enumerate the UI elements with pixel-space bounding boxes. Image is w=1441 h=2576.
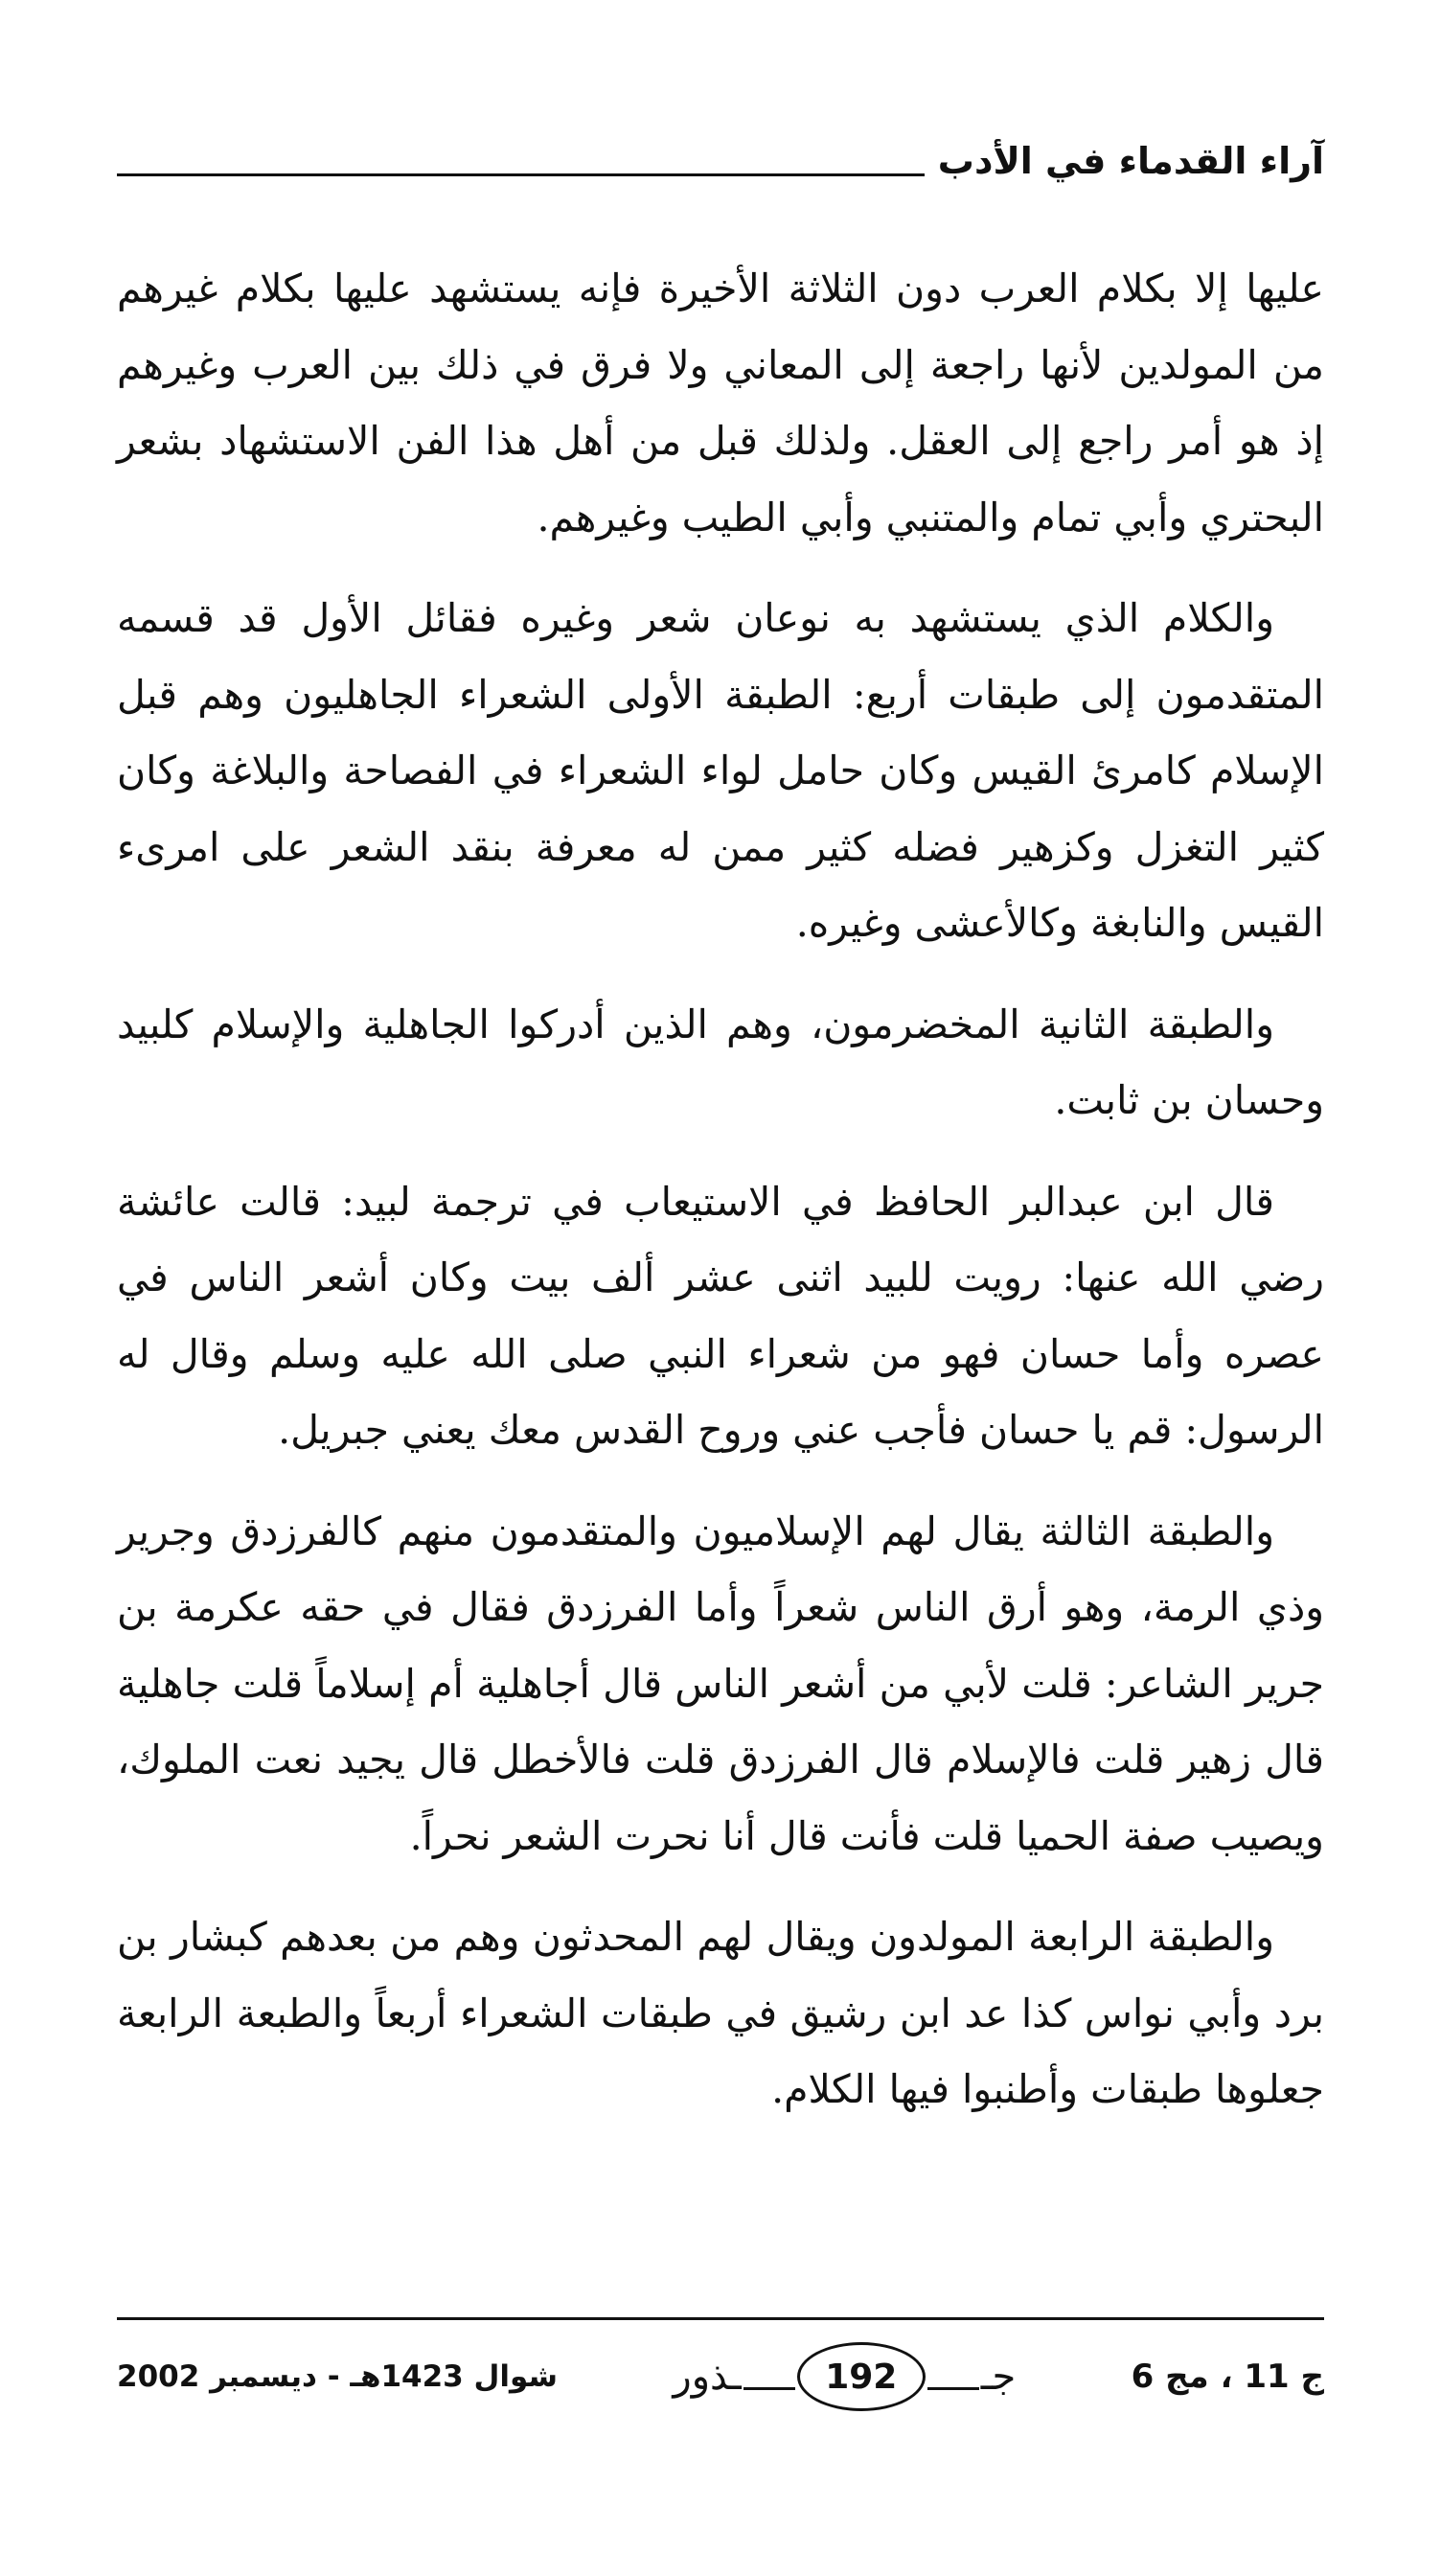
running-title: آراء القدماء في الأدب <box>937 140 1324 182</box>
volume-number: ج 11 ، مج 6 <box>1131 2358 1324 2396</box>
journal-line-right <box>927 2387 979 2390</box>
journal-name-prefix: جـ <box>980 2355 1017 2399</box>
paragraph-3: والطبقة الثانية المخضرمون، وهم الذين أدركوا الجاهلية والإسلام كلبيد وحسان بن ثابت. <box>117 1000 1324 1123</box>
body-text <box>117 251 1324 2153</box>
paragraph-6: والطبقة الرابعة المولدون ويقال لهم المحدثون وهم من بعدهم كبشار بن برد وأبي نواس كذا عد ابن رشيق في طبقات الشعراء أربعاً والطبعة الرابعة جعلوها طبقات وأطنبوا فيها الكلام. <box>117 1914 1324 2112</box>
paragraph-5: والطبقة الثالثة يقال لهم الإسلاميون والمتقدمون منهم كالفرزدق وجرير وذي الرمة، وهو أرق الناس شعراً وأما الفرزدق فقال في حقه عكرمة بن جرير الشاعر: قلت لأبي من أشعر الناس قال أجاهلية أم إسلاماً قلت جاهلية قال زهير قلت فالإسلام قال الفرزدق قلت فالأخطل قال يجيد نعت الملوك، ويصيب صفة الحميا قلت فأنت قال أنا نحرت الشعر نحراً. <box>117 1507 1324 1859</box>
footer-rule <box>117 2317 1324 2320</box>
paragraph-4: قال ابن عبدالبر الحافظ في الاستيعاب في ترجمة لبيد: قالت عائشة رضي الله عنها: رويت للبيد اثنى عشر ألف بيت وكان أشعر الناس في عصره وأما حسان فهو من شعراء النبي صلى الله عليه وسلم وقال له الرسول: قم يا حسان فأجب عني وروح القدس معك يعني جبريل. <box>117 1178 1324 1453</box>
paragraph-1: عليها إلا بكلام العرب دون الثلاثة الأخيرة فإنه يستشهد عليها بكلام غيرهم من المولدين لأنها راجعة إلى المعاني ولا فرق في ذلك بين العرب وغيرهم إذ هو أمر راجع إلى العقل. ولذلك قبل من أهل هذا الفن الاستشهاد بشعر البحتري وأبي تمام والمتنبي وأبي الطيب وغيرهم. <box>117 265 1324 540</box>
journal-name-suffix: ـذور <box>673 2355 742 2399</box>
page-footer <box>117 2338 1324 2415</box>
issue-date: شوال 1423هـ - ديسمبر 2002 <box>117 2359 558 2394</box>
journal-mark <box>673 2342 1016 2411</box>
paragraph-2: والكلام الذي يستشهد به نوعان شعر وغيره فقائل الأول قد قسمه المتقدمون إلى طبقات أربع: الطبقة الأولى الشعراء الجاهليون وهم قبل الإسلام كامرئ القيس وكان حامل لواء الشعراء في الفصاحة والبلاغة وكان كثير التغزل وكزهير فضله كثير ممن له معرفة بنقد الشعر على امرىء القيس والنابغة وكالأعشى وغيره. <box>117 595 1324 946</box>
page-number: 192 <box>797 2342 926 2411</box>
running-header <box>117 126 1324 188</box>
journal-line-left <box>743 2387 795 2390</box>
header-rule <box>117 173 925 176</box>
